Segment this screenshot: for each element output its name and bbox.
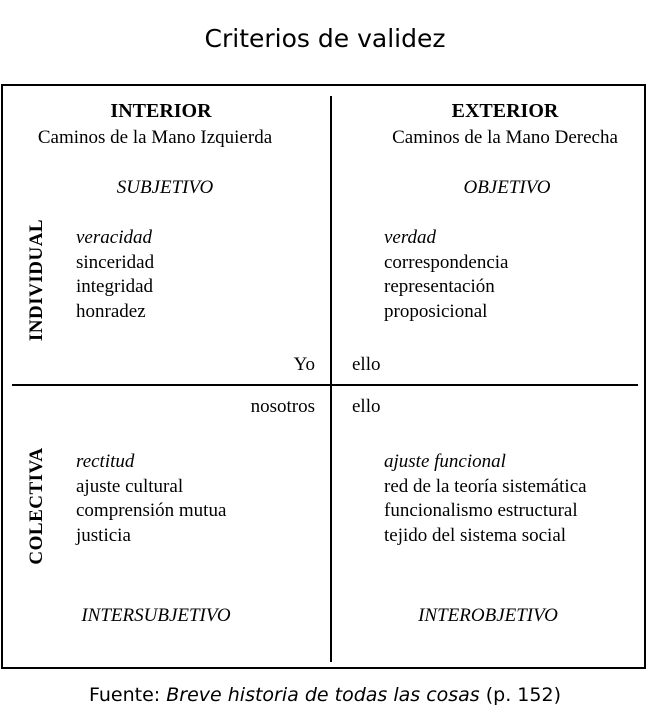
criteria-heading: verdad <box>384 227 437 248</box>
criteria-item: correspondencia <box>384 251 509 273</box>
intersubjetivo-label: INTERSUBJETIVO <box>81 605 231 626</box>
criteria-item: sinceridad <box>76 251 155 273</box>
criteria-heading: rectitud <box>76 451 135 472</box>
interobjetivo-label: INTEROBJETIVO <box>418 605 558 626</box>
quadrant-frame <box>1 84 646 669</box>
criteria-heading: ajuste funcional <box>384 451 506 472</box>
horizontal-divider <box>12 384 638 386</box>
exterior-heading: EXTERIOR <box>451 100 559 122</box>
criteria-item: integridad <box>76 276 154 297</box>
subjetivo-label: SUBJETIVO <box>116 177 214 198</box>
subjective-criteria-list <box>76 226 154 324</box>
row-label-individual: INDIVIDUAL <box>26 218 47 342</box>
source-caption <box>0 684 650 706</box>
diagram-title: Criterios de validez <box>204 24 446 53</box>
criteria-item: red de la teoría sistemática <box>384 475 587 497</box>
interior-subheading: Caminos de la Mano Izquierda <box>37 127 273 148</box>
vertical-divider <box>330 96 332 662</box>
criteria-item: proposicional <box>384 300 488 322</box>
row-label-colectiva: COLECTIVA <box>26 447 47 565</box>
criteria-item: funcionalismo estructural <box>384 500 578 521</box>
criteria-item: honradez <box>76 300 146 322</box>
criteria-item: ajuste cultural <box>76 475 184 497</box>
objective-criteria-list <box>384 226 509 324</box>
objetivo-label: OBJETIVO <box>463 177 551 198</box>
caption-book-title: Breve historia de todas las cosas <box>166 684 480 706</box>
criteria-heading: veracidad <box>76 227 152 248</box>
criteria-item: tejido del sistema social <box>384 524 567 546</box>
criteria-item: comprensión mutua <box>76 500 227 521</box>
pronoun-ello-top: ello <box>352 354 381 375</box>
criteria-item: representación <box>384 276 495 297</box>
exterior-subheading: Caminos de la Mano Derecha <box>392 127 618 148</box>
intersubjective-criteria-list <box>76 450 226 548</box>
criteria-item: justicia <box>76 524 131 546</box>
pronoun-yo: Yo <box>293 354 315 375</box>
caption-prefix: Fuente: <box>89 684 167 706</box>
interior-heading: INTERIOR <box>110 100 212 122</box>
pronoun-nosotros: nosotros <box>250 396 315 417</box>
interobjective-criteria-list <box>384 450 587 548</box>
pronoun-ello-bottom: ello <box>352 396 381 417</box>
caption-suffix: (p. 152) <box>479 684 561 706</box>
